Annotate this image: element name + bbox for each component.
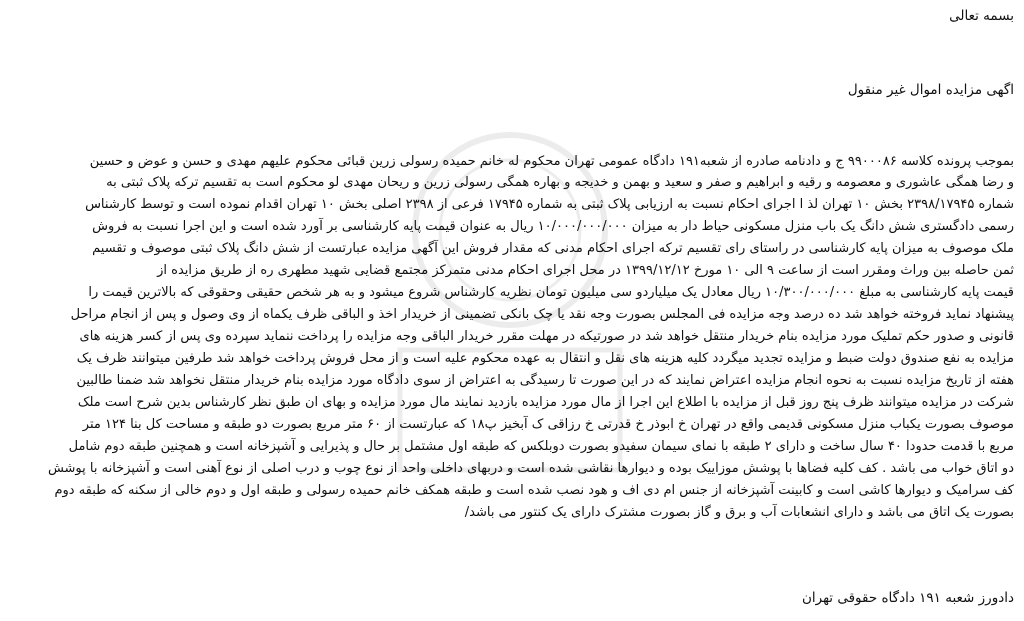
body-line: بموجب پرونده کلاسه ۹۹۰۰۰۸۶ ج و دادنامه صادره از شعبه۱۹۱ دادگاه عمومی تهران محکوم له خانم حمیده رسولی زرین قبائی محکوم علیهم مهدی و حسن و عوض و حسین [89, 154, 1014, 169]
body-line: ملک موصوف به میزان پایه کارشناسی در راستای رای تقسیم ترکه اجرای احکام مدنی که مقدار فروش این آگهی مزایده عبارتست از شش دانگ پلاک ثبتی موصوف و تقسیم [92, 241, 1014, 256]
invocation-heading: بسمه تعالی [949, 8, 1014, 24]
body-line: ثمن حاصله بین وراث ومقرر است از ساعت ۹ الی ۱۰ مورخ ۱۳۹۹/۱۲/۱۲ در محل اجرای احکام مدنی متمرکز مجتمع قضایی شهید مطهری ره از طریق مزایده از [157, 263, 1014, 278]
body-line: بصورت یک اتاق می باشد و دارای انشعابات آب و برق و گاز بصورت مشترک دارای یک کنتور می باشد/ [464, 505, 1014, 520]
body-line: هفته از تاریخ مزایده نسبت به نحوه انجام مزایده اعتراض نمایند که در این صورت تا رسیدگی به اعتراض از سوی دادگاه مورد مزایده بنام خریدار منتقل نخواهد شد ضمنا طالبین [76, 373, 1014, 388]
body-line: شرکت در مزایده میتوانند ظرف پنج روز قبل از مزایده با اطلاع این اجرا از مال مورد مزایده بازدید نمایند مال مورد مزایده و بهای ان طبق نظر کارشناس بدین شرح است ملک [77, 395, 1014, 410]
body-line: دو اتاق خواب می باشد . کف کلیه فضاها با پوشش موزاییک بوده و دیوارها نقاشی شده است و دربهای داخلی واحد از نوع چوب و درب اصلی از نوع آهنی است و آشپزخانه با پوشش [47, 461, 1014, 476]
notice-title: اگهی مزایده اموال غیر منقول [847, 82, 1014, 98]
signature-line: دادورز شعبه ۱۹۱ دادگاه حقوقی تهران [801, 590, 1014, 606]
body-line: مربع با قدمت حدودا ۴۰ سال ساخت و دارای ۲ طبقه با نمای سیمان سفیدو بصورت دوبلکس که طبقه اول مشتمل بر حال و پذیرایی و آشپزخانه است و همچنین طبقه دوم شامل [68, 439, 1014, 454]
body-line: قانونی و صدور حکم تملیک مورد مزایده بنام خریدار منتقل خواهد شد در صورتیکه در مهلت مقرر خریدار الباقی وجه مزایده را پرداخت ننماید سپرده وی پس از کسر هزینه های [79, 329, 1014, 344]
body-line: موصوف بصورت یکباب منزل مسکونی قدیمی واقع در تهران خ ابوذر خ قدرتی خ رزاقی ک آبخیز پ۱۸ که عبارتست از ۶۰ متر مربع بصورت دو طبقه و مساحت کل بنا ۱۲۴ متر [82, 417, 1014, 432]
body-line: مزایده به نفع صندوق دولت ضبط و مزایده تجدید میگردد کلیه هزینه های نقل و انتقال به عهده محکوم علیه است و از محل فروش پرداخت خواهد شد طرفین میتوانند ظرف یک [76, 351, 1014, 366]
body-line: قیمت پایه کارشناسی به مبلغ ۱۰/۳۰۰/۰۰۰/۰۰۰ ریال معادل یک میلیاردو سی میلیون تومان نظریه کارشناس شروع میشود و به هر شخص حقیقی وحقوقی که بالاترین قیمت را [88, 285, 1014, 300]
body-line: کف سرامیک و دیوارها کاشی است و کابینت آشپزخانه از جنس ام دی اف و هود نصب شده است و طبقه همکف خانم حمیده رسولی و طبقه اول و دوم خالی از سکنه که طبقه دوم [54, 483, 1014, 498]
body-line: شماره ۲۳۹۸/۱۷۹۴۵ بخش ۱۰ تهران لذ ا اجرای احکام نسبت به ارزیابی پلاک ثبتی به شماره ۱۷۹۴۵ فرعی از ۲۳۹۸ اصلی بخش ۱۰ تهران اقدام نموده است و توسط کارشناس [85, 197, 1014, 212]
body-line: رسمی دادگستری شش دانگ یک باب منزل مسکونی حیاط دار به میزان ۱۰/۰۰۰/۰۰۰/۰۰۰ ریال به عنوان قیمت پایه کارشناسی بر آورد شده است و این اجرا نسبت به فروش [92, 219, 1014, 234]
body-line: و رضا همگی عاشوری و معصومه و رقیه و ابراهیم و صفر و سعید و بهمن و خدیجه و بهاره همگی رسولی زرین و ریحان مهدی لو محکوم است به تقسیم ترکه پلاک ثبتی به [106, 175, 1014, 190]
body-line: پیشنهاد نماید فروخته خواهد شد ده درصد وجه مزایده فی المجلس بصورت وجه نقد یا چک بانکی تضمینی از خریدار اخذ و الباقی ظرف یکماه از وی وصول و پس از انجام مراحل [70, 307, 1014, 322]
